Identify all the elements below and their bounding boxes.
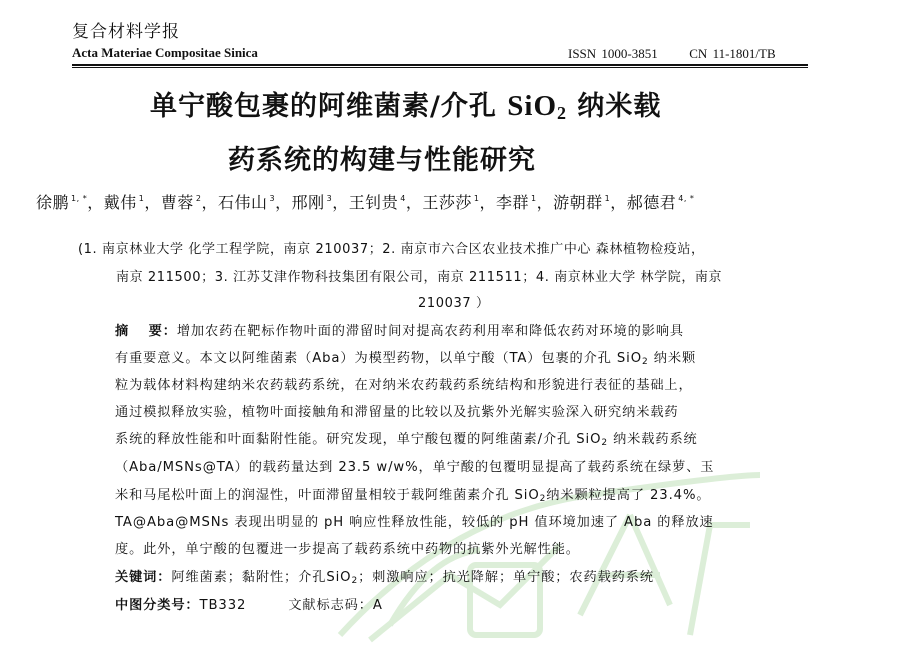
author-separator: ，: [332, 193, 349, 212]
author-affiliation-mark: 2: [195, 194, 202, 203]
doc-code-label: 文献标志码：: [288, 598, 373, 613]
author-name: 游朝群: [553, 193, 603, 212]
abstract-line6: （Aba/MSNs@TA）的载药量达到 23.5 w/w%，单宁酸的包覆明显提高了载药系统在绿萝、玉: [115, 460, 715, 475]
abstract-text: 纳米颗粒提高了 23.4%。: [546, 488, 711, 503]
abstract-line8: TA@Aba@MSNs 表现出明显的 pH 响应性释放性能，较低的 pH 值环境加速了 Aba 的释放速: [115, 515, 714, 530]
paper-title-line2: 药系统的构建与性能研究: [228, 145, 536, 176]
author-list: [36, 190, 694, 213]
classification-line: [115, 594, 383, 613]
author: [104, 193, 145, 212]
title-sio-text: SiO: [507, 90, 558, 122]
abstract-label: 摘 要：: [115, 324, 177, 339]
author: [627, 193, 695, 212]
subscript: 2: [351, 576, 359, 586]
author-affiliation-mark: 1: [530, 194, 537, 203]
keywords-text: ；刺激响应；抗光降解；单宁酸；农药载药系统: [358, 570, 654, 585]
author-name: 郝德君: [626, 193, 677, 212]
keywords-text: 阿维菌素；黏附性；介孔SiO: [171, 570, 352, 585]
header-rule-thin: [72, 67, 808, 68]
abstract-line1: [115, 320, 684, 339]
author-separator: ，: [405, 193, 423, 212]
author-affiliation-mark: 4, *: [678, 194, 695, 203]
subscript: 2: [539, 494, 547, 504]
author-separator: ，: [610, 193, 627, 212]
author-separator: ，: [275, 193, 292, 212]
title-sio-subscript: 2: [557, 103, 568, 123]
journal-name-en: Acta Materiae Compositae Sinica: [72, 45, 258, 60]
author: [292, 193, 333, 212]
author-affiliation-mark: 1: [473, 194, 480, 203]
author-affiliation-mark: 3: [326, 194, 333, 203]
doc-code-value: A: [372, 598, 383, 613]
author-affiliation-mark: 1: [604, 194, 611, 203]
author: [218, 193, 275, 212]
title-text-a: 单宁酸包裹的阿维菌素/介孔: [150, 91, 508, 122]
abstract-line4: 通过模拟释放实验，植物叶面接触角和滞留量的比较以及抗紫外光解实验深入研究纳米载药: [115, 405, 679, 420]
abstract-text: 增加农药在靶标作物叶面的滞留时间对提高农药利用率和降低农药对环境的影响具: [176, 324, 684, 339]
author-separator: ，: [87, 193, 104, 212]
affiliation-line2: 南京 211500；3. 江苏艾津作物科技集团有限公司，南京 211511；4. 南京林业大学 林学院，南京: [116, 270, 723, 285]
author-separator: ，: [144, 193, 161, 212]
author-name: 邢刚: [291, 193, 325, 212]
author-separator: ，: [536, 193, 554, 212]
author-name: 戴伟: [103, 193, 137, 212]
author-name: 王莎莎: [422, 193, 472, 212]
author-name: 王钊贵: [348, 193, 399, 212]
abstract-line7: [115, 484, 710, 504]
abstract-text: 系统的释放性能和叶面黏附性能。研究发现，单宁酸包覆的阿维菌素/介孔 SiO: [115, 432, 602, 447]
author-name: 徐鹏: [36, 193, 70, 212]
cn-number: CN 11-1801/TB: [689, 46, 776, 61]
author: [553, 193, 610, 212]
author: [496, 193, 537, 212]
author-name: 石伟山: [217, 193, 268, 212]
abstract-line3: 粒为载体材料构建纳米农药载药系统，在对纳米农药载药系统结构和形貌进行表征的基础上，: [115, 378, 693, 393]
author: [36, 193, 87, 212]
author-affiliation-mark: 3: [269, 194, 276, 203]
author: [422, 193, 479, 212]
author: [161, 193, 202, 212]
classification-label: 中图分类号：: [115, 598, 200, 613]
abstract-line2: [115, 347, 696, 367]
keywords-label: 关键词：: [115, 570, 172, 585]
subscript: 2: [601, 438, 608, 448]
author-separator: ，: [479, 193, 496, 212]
paper-title-line1: [150, 84, 903, 124]
author-separator: ，: [201, 193, 218, 212]
author-affiliation-mark: 1: [138, 194, 145, 203]
author-affiliation-mark: 1, *: [71, 194, 88, 203]
header-rule-thick: [72, 64, 808, 66]
abstract-line5: [115, 428, 698, 448]
affiliation-line1: (1. 南京林业大学 化学工程学院，南京 210037；2. 南京市六合区农业技术推广中心 森林植物检疫站，: [78, 242, 705, 257]
abstract-line9: 度。此外，单宁酸的包覆进一步提高了载药系统中药物的抗紫外光解性能。: [115, 542, 580, 557]
title-text-b: 纳米载: [567, 91, 662, 122]
issn-number: ISSN 1000-3851: [568, 46, 658, 61]
journal-name-cn: 复合材料学报: [72, 22, 180, 42]
abstract-text: 纳米载药系统: [608, 432, 698, 447]
abstract-text: 纳米颗: [648, 351, 697, 366]
keywords-line: [115, 566, 654, 586]
classification-value: TB332: [199, 598, 247, 613]
author-name: 曹蓉: [160, 193, 194, 212]
author: [349, 193, 406, 212]
abstract-text: 有重要意义。本文以阿维菌素（Aba）为模型药物，以单宁酸（TA）包裹的介孔 SiO: [115, 351, 643, 366]
journal-issn: [568, 46, 776, 62]
title-sio: [507, 90, 567, 122]
author-name: 李群: [495, 193, 529, 212]
author-affiliation-mark: 4: [400, 194, 406, 203]
abstract-text: 米和马尾松叶面上的润湿性，叶面滞留量相较于载阿维菌素介孔 SiO: [115, 488, 540, 503]
subscript: 2: [642, 357, 649, 367]
affiliation-line3: 210037 ）: [418, 296, 490, 311]
